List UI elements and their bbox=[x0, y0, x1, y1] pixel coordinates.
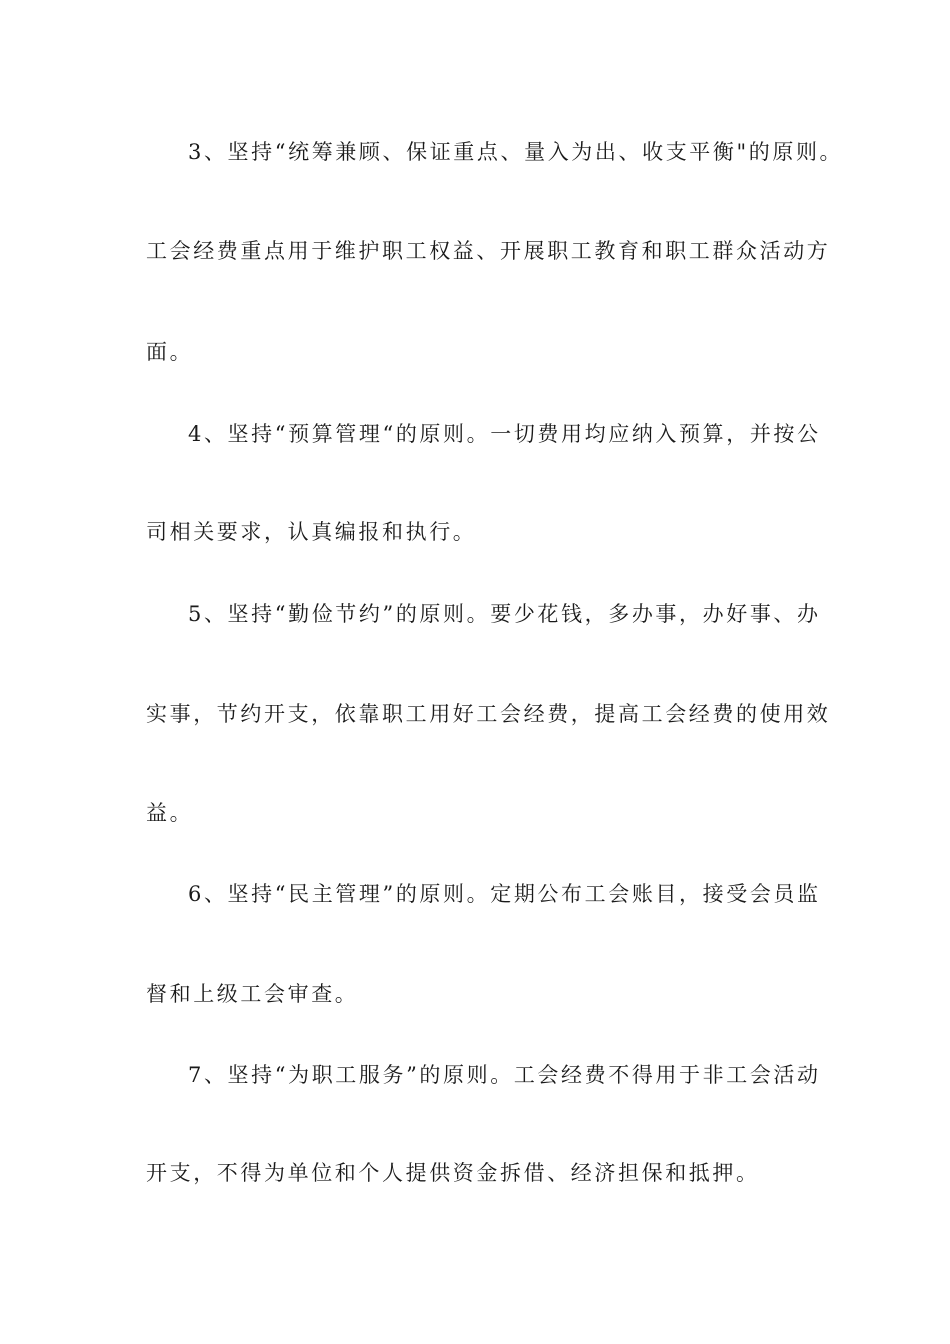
principle-7-line-1: 7、坚持“为职工服务”的原则。工会经费不得用于非工会活动 bbox=[188, 1063, 821, 1087]
principle-4-line-2: 司相关要求，认真编报和执行。 bbox=[146, 520, 477, 544]
principle-5-line-3: 益。 bbox=[146, 801, 194, 825]
principle-6-line-2: 督和上级工会审查。 bbox=[146, 982, 359, 1006]
principle-3-line-2: 工会经费重点用于维护职工权益、开展职工教育和职工群众活动方 bbox=[146, 239, 831, 263]
principle-4-line-1: 4、坚持“预算管理“的原则。一切费用均应纳入预算，并按公 bbox=[188, 422, 821, 446]
principle-3-line-1: 3、坚持“统筹兼顾、保证重点、量入为出、收支平衡"的原则。 bbox=[188, 140, 844, 164]
principle-6-line-1: 6、坚持“民主管理”的原则。定期公布工会账目，接受会员监 bbox=[188, 882, 821, 906]
principle-5-line-2: 实事，节约开支，依靠职工用好工会经费，提高工会经费的使用效 bbox=[146, 702, 831, 726]
principle-7-line-2: 开支，不得为单位和个人提供资金拆借、经济担保和抵押。 bbox=[146, 1161, 760, 1185]
principle-5-line-1: 5、坚持“勤俭节约”的原则。要少花钱，多办事，办好事、办 bbox=[188, 602, 821, 626]
principle-3-line-3: 面。 bbox=[146, 340, 194, 364]
